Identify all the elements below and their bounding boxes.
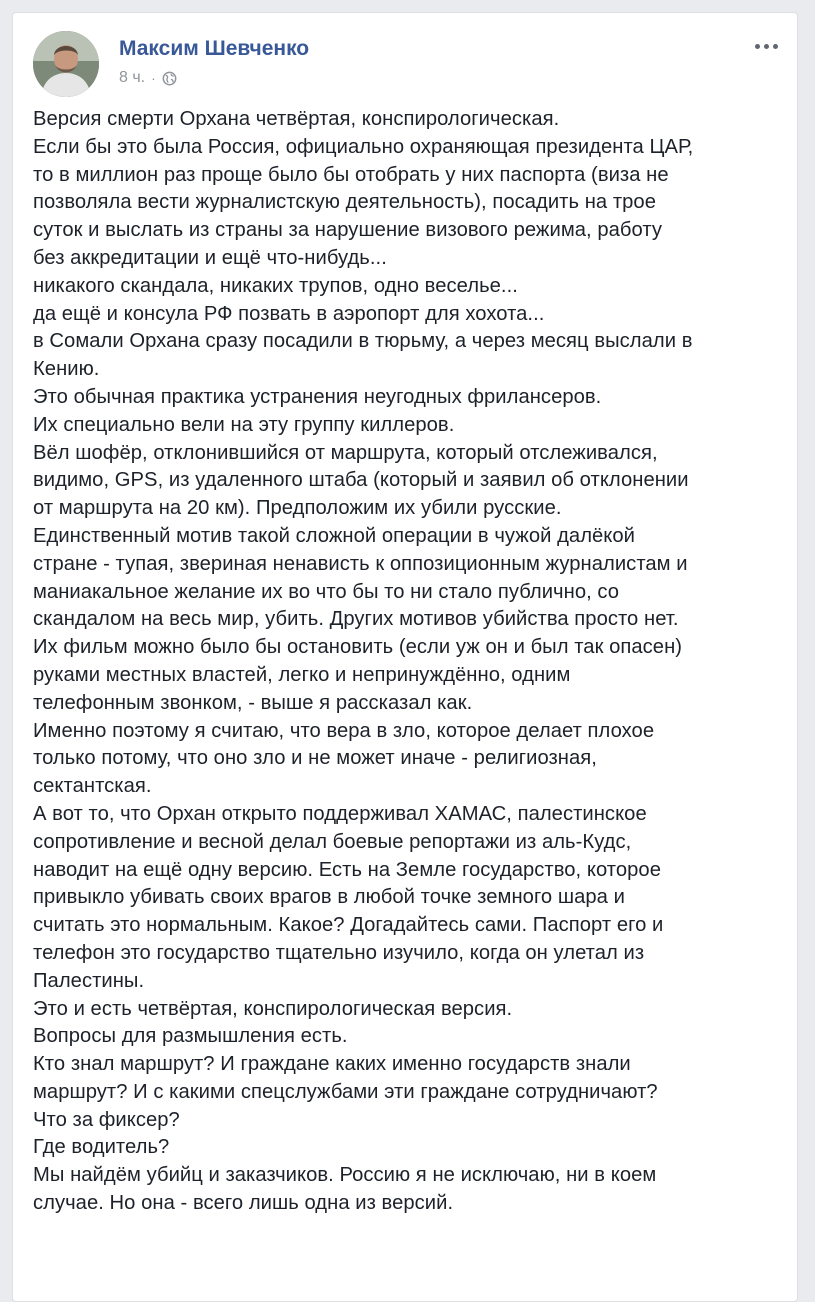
post-text-line: никакого скандала, никаких трупов, одно веселье...: [33, 274, 518, 297]
post-text-line: Версия смерти Орхана четвёртая, конспирологическая.: [33, 108, 560, 130]
post-text-line: телефон это государство тщательно изучило, когда он улетал из: [33, 941, 645, 964]
meta-separator: ·: [151, 70, 156, 86]
post-text-line: считать это нормальным. Какое? Догадайтесь сами. Паспорт его и: [33, 914, 664, 937]
post-text-line: Где водитель?: [33, 1136, 170, 1159]
post-text-line: руками местных властей, легко и непринуждённо, одним: [33, 663, 571, 686]
post-header: [33, 31, 781, 97]
post-text-line: Единственный мотив такой сложной операции в чужой далёкой: [33, 524, 636, 547]
post-text-line: видимо, GPS, из удаленного штаба (который и заявил об отклонении: [33, 469, 689, 492]
post-text-line: случае. Но она - всего лишь одна из версий.: [33, 1192, 454, 1215]
post-text-line: да ещё и консула РФ позвать в аэропорт для хохота...: [33, 302, 545, 325]
post-text-line: Это обычная практика устранения неугодных фрилансеров.: [33, 385, 602, 408]
post-text-line: наводит на ещё одну версию. Есть на Земле государство, которое: [33, 858, 661, 881]
post-text: [33, 106, 793, 1218]
post-text-line: в Сомали Орхана сразу посадили в тюрьму, а через месяц выслали в: [33, 330, 693, 353]
post-text-line: Именно поэтому я считаю, что вера в зло, которое делает плохое: [33, 719, 655, 742]
post-text-line: суток и выслать из страны за нарушение визового режима, работу: [33, 219, 663, 242]
post-meta: [119, 69, 177, 87]
post-text-line: Их фильм можно было бы остановить (если уж он и был так опасен): [33, 636, 683, 659]
post-text-line: то в миллион раз проще было бы отобрать у них паспорта (виза не: [33, 163, 669, 186]
post-text-line: сопротивление и весной делал боевые репортажи из аль-Кудс,: [33, 830, 632, 853]
post-text-line: маниакальное желание их во что бы то ни стало публично, со: [33, 580, 620, 603]
post-text-line: Вёл шофёр, отклонившийся от маршрута, который отслеживался,: [33, 441, 658, 464]
avatar[interactable]: [33, 31, 99, 97]
post-text-line: Их специально вели на эту группу киллеров.: [33, 413, 455, 436]
post-text-line: А вот то, что Орхан открыто поддерживал ХАМАС, палестинское: [33, 802, 647, 825]
author-name[interactable]: Максим Шевченко: [119, 37, 310, 60]
post-text-line: Если бы это была Россия, официально охраняющая президента ЦАР,: [33, 135, 694, 158]
post-card: [12, 12, 798, 1302]
post-text-line: привыкло убивать своих врагов в любой точке земного шара и: [33, 886, 625, 909]
post-text-line: Палестины.: [33, 969, 145, 992]
post-text-line: телефонным звонком, - выше я рассказал как.: [33, 691, 473, 714]
post-text-line: Кению.: [33, 358, 100, 381]
post-text-line: без аккредитации и ещё что-нибудь...: [33, 246, 387, 269]
post-text-line: позволяла вести журналистскую деятельность), посадить на трое: [33, 191, 656, 214]
post-text-line: сектантская.: [33, 775, 152, 798]
post-text-line: от маршрута на 20 км). Предположим их убили русские.: [33, 497, 562, 520]
post-text-line: Что за фиксер?: [33, 1108, 180, 1131]
post-text-line: только потому, что оно зло и не может иначе - религиозная,: [33, 747, 597, 770]
post-text-line: Вопросы для размышления есть.: [33, 1025, 348, 1048]
post-time[interactable]: 8 ч.: [119, 69, 146, 86]
post-text-line: Это и есть четвёртая, конспирологическая версия.: [33, 997, 513, 1020]
post-text-line: Мы найдём убийц и заказчиков. Россию я не исключаю, ни в коем: [33, 1164, 657, 1187]
post-text-line: скандалом на весь мир, убить. Других мотивов убийства просто нет.: [33, 608, 679, 631]
post-text-line: стране - тупая, звериная ненависть к оппозиционным журналистам и: [33, 552, 688, 575]
more-options-icon[interactable]: [751, 37, 781, 55]
post-text-line: маршрут? И с какими спецслужбами эти граждане сотрудничают?: [33, 1080, 658, 1103]
globe-icon[interactable]: [162, 71, 177, 86]
post-text-line: Кто знал маршрут? И граждане каких именно государств знали: [33, 1053, 631, 1076]
